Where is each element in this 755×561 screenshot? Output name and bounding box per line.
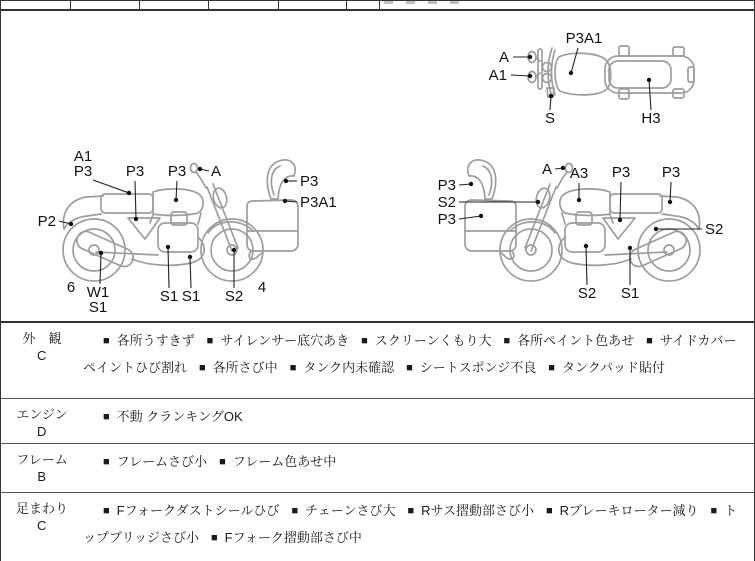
column-divider: [278, 1, 279, 9]
diagram-canvas: [1, 11, 755, 321]
diagram-label: A3: [569, 165, 589, 182]
section-grade: C: [37, 348, 47, 363]
diagram-label: A1: [488, 67, 507, 84]
leader-line: [190, 257, 191, 288]
leader-dot: [584, 244, 588, 248]
bullet-icon: ■: [548, 362, 555, 374]
diagram-label: P3A1: [300, 194, 337, 211]
section-label: [1, 399, 83, 443]
bullet-icon: ■: [646, 335, 653, 347]
diagram-label: 4: [257, 279, 267, 296]
leader-line: [459, 216, 481, 219]
diagram-label: P2: [37, 213, 56, 230]
diagram-label: A: [211, 163, 222, 180]
column-divider: [70, 1, 71, 9]
diagram-label: P3: [73, 163, 93, 180]
leader-line: [93, 180, 129, 193]
column-divider: [208, 1, 209, 9]
diagram-label: A1: [73, 148, 93, 165]
cutoff-text-remnant: [384, 1, 462, 4]
section-frame: [1, 443, 754, 492]
leader-dot: [198, 167, 202, 171]
leader-line: [100, 253, 101, 284]
leader-dot: [99, 251, 103, 255]
diagram-label: S1: [159, 288, 179, 305]
leader-dot: [134, 217, 138, 221]
diagram-label: H3: [641, 110, 661, 127]
leader-line: [168, 247, 169, 288]
diagram-label: S1: [88, 299, 108, 316]
section-grade: C: [37, 518, 47, 533]
leader-dot: [577, 198, 581, 202]
leader-dot: [174, 198, 178, 202]
section-remarks: [83, 323, 754, 398]
bullet-icon: ■: [289, 362, 297, 374]
diagram-label: W1: [86, 284, 110, 301]
section-exterior: [1, 323, 754, 398]
section-remarks: [83, 444, 754, 492]
leader-dot: [166, 245, 170, 249]
remark-item: フレームさび小: [116, 454, 208, 469]
remark-item: フレーム色あせ中: [232, 454, 337, 469]
diagram-label: P3: [437, 211, 456, 228]
diagram-label: S: [544, 110, 556, 127]
leader-line: [511, 75, 530, 76]
remark-item: サイドカバーペイントひび割れ: [83, 333, 737, 375]
remark-item: Rブレーキローター減り: [559, 503, 699, 518]
diagram-label: S1: [620, 285, 640, 302]
section-undercarriage: [1, 492, 754, 561]
section-grade: B: [37, 469, 47, 484]
diagram-label: S2: [437, 194, 456, 211]
bullet-icon: ■: [199, 362, 206, 374]
leader-line: [620, 182, 621, 220]
leader-dot: [479, 214, 483, 218]
bullet-icon: ■: [103, 335, 110, 347]
section-label: [1, 444, 83, 492]
leader-dot: [628, 246, 632, 250]
section-remarks: [83, 493, 754, 561]
bullet-icon: ■: [103, 411, 110, 423]
diagram-label: S2: [577, 285, 597, 302]
condition-diagram: [1, 11, 754, 323]
bullet-icon: ■: [206, 335, 214, 347]
diagram-label: P3: [125, 163, 145, 180]
leader-dot: [668, 200, 672, 204]
section-label: [1, 493, 83, 561]
remark-item: シートスポンジ不良: [419, 360, 537, 375]
leader-dot: [528, 74, 532, 78]
bullet-icon: ■: [406, 362, 413, 374]
section-grade: D: [37, 424, 47, 439]
diagram-label: P3: [300, 173, 319, 190]
diagram-label: S2: [224, 288, 244, 305]
leader-dot: [561, 166, 565, 170]
section-label: [1, 323, 83, 398]
leader-dot: [569, 71, 573, 75]
section-name: エンジン: [16, 407, 68, 422]
leader-dot: [127, 191, 131, 195]
diagram-label: P3A1: [565, 30, 603, 47]
remark-item: スクリーンくもり大: [374, 333, 492, 348]
diagram-label: S1: [181, 288, 201, 305]
remark-item: タンク内未確認: [303, 360, 395, 375]
diagram-annotations: [38, 30, 724, 316]
section-engine: [1, 398, 754, 443]
column-divider: [139, 1, 140, 9]
bullet-icon: ■: [103, 505, 110, 517]
section-name: フレーム: [16, 452, 68, 467]
leader-dot: [283, 199, 287, 203]
remark-item: Fフォーク摺動部さび中: [224, 530, 362, 545]
bullet-icon: ■: [361, 335, 368, 347]
leader-dot: [618, 218, 622, 222]
remark-item: サイレンサー底穴あき: [220, 333, 350, 348]
section-remarks: [83, 399, 754, 443]
remark-item: 各所ペイント色あせ: [517, 333, 635, 348]
leader-dot: [549, 94, 553, 98]
leader-dot: [647, 78, 651, 82]
remark-item: 不動 クランキングOK: [116, 409, 243, 424]
bullet-icon: ■: [103, 456, 110, 468]
leader-dot: [469, 182, 473, 186]
bullet-icon: ■: [407, 505, 415, 517]
leader-dot: [232, 248, 236, 252]
leader-dot: [536, 200, 540, 204]
leader-dot: [284, 179, 288, 183]
bullet-icon: ■: [545, 505, 553, 517]
diagram-label: P3: [611, 164, 631, 181]
remark-item: タンクパッド貼付: [561, 360, 665, 375]
diagram-label: A: [498, 49, 509, 66]
diagram-label: P3: [437, 177, 456, 194]
remark-item: トップブリッジさび小: [83, 503, 738, 545]
leader-line: [571, 48, 578, 73]
bullet-icon: ■: [710, 505, 718, 517]
leader-line: [649, 80, 651, 110]
top-view-bike: [528, 46, 694, 99]
bullet-icon: ■: [291, 505, 299, 517]
leader-dot: [654, 227, 658, 231]
remark-item: Fフォークダストシールひび: [116, 503, 280, 518]
diagram-label: 6: [66, 279, 76, 296]
leader-line: [670, 182, 671, 202]
column-divider: [379, 1, 380, 9]
bullet-icon: ■: [219, 456, 226, 468]
diagram-label: S2: [705, 221, 724, 238]
remark-item: Rサス摺動部さび小: [421, 503, 534, 518]
leader-dot: [188, 255, 192, 259]
diagram-label: P3: [167, 163, 187, 180]
leader-line: [176, 181, 177, 200]
bullet-icon: ■: [503, 335, 511, 347]
section-name: 足まわり: [15, 501, 68, 516]
diagram-label: A: [541, 161, 552, 178]
remark-item: 各所さび中: [212, 360, 278, 375]
section-name: 外 観: [22, 331, 62, 346]
table-row-partial: [1, 0, 754, 11]
remark-item: チェーンさび大: [305, 503, 396, 518]
bullet-icon: ■: [210, 532, 218, 544]
leader-dot: [69, 222, 73, 226]
leader-dot: [528, 55, 532, 59]
diagram-label: P3: [661, 164, 681, 181]
remark-item: 各所うすきず: [116, 333, 195, 348]
column-divider: [346, 1, 347, 9]
